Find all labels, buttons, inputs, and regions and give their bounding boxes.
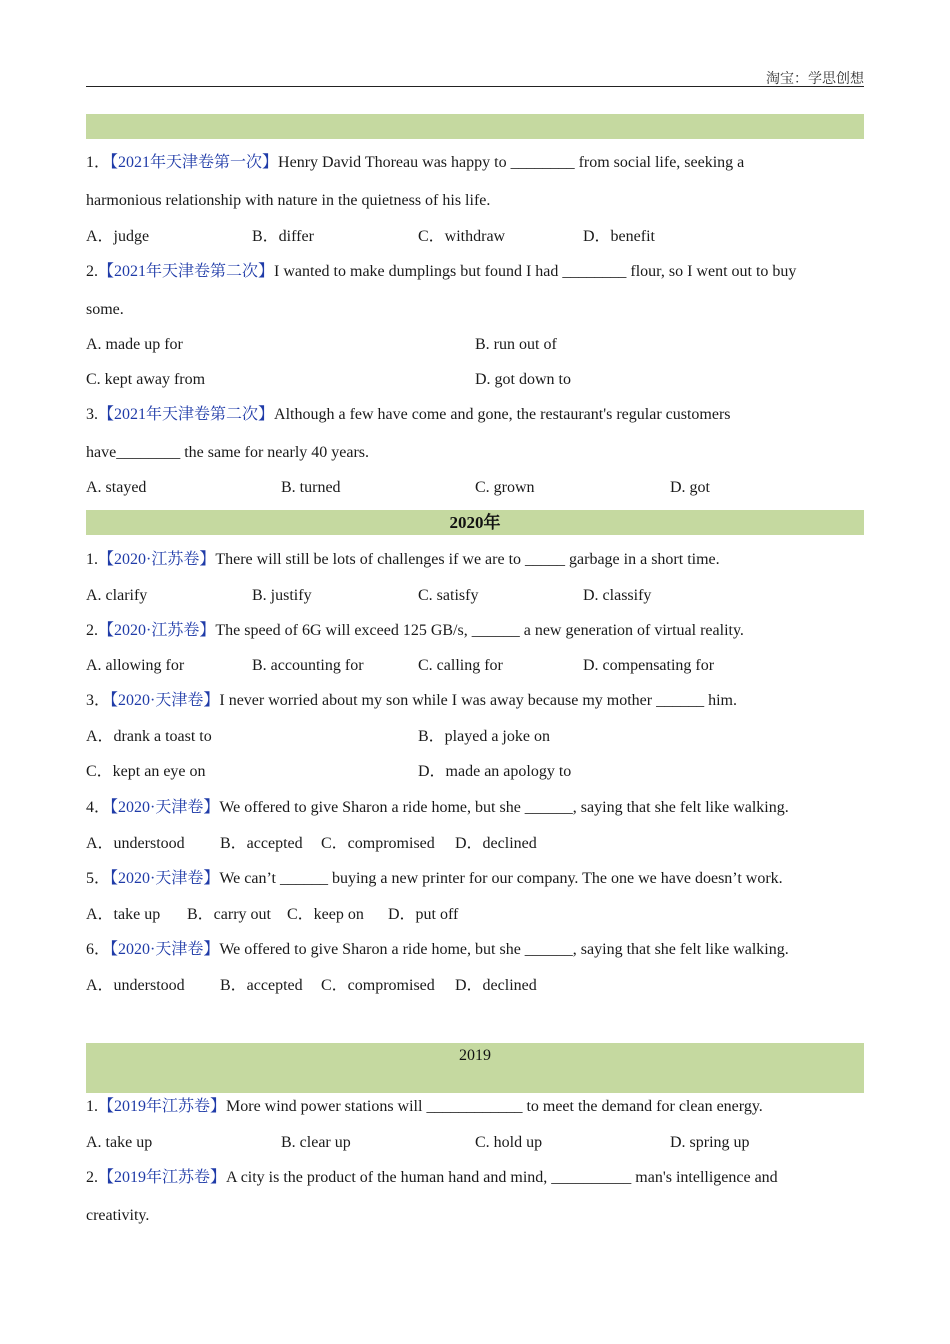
option-b: B．differ — [252, 228, 314, 245]
question-2020-6 — [86, 940, 789, 960]
option-d: D. got — [670, 479, 710, 496]
question-number: 3． — [86, 692, 111, 709]
question-2021-1 — [86, 153, 744, 173]
section-band-2019: 2019 — [86, 1043, 864, 1093]
option-a: A. allowing for — [86, 657, 185, 674]
question-number: 6． — [86, 941, 111, 958]
option-b: B. clear up — [281, 1134, 351, 1151]
option-d: D．made an apology to — [418, 763, 572, 780]
question-2021-2-cont: some. — [86, 301, 124, 318]
question-number: 2. — [86, 1169, 98, 1186]
question-text: A city is the product of the human hand and mind, __________ man's intelligence and — [226, 1169, 778, 1186]
option-c: C. hold up — [475, 1134, 543, 1151]
question-2021-3-cont: have________ the same for nearly 40 years. — [86, 444, 370, 461]
question-2020-5 — [86, 869, 783, 889]
question-source: 【2021年天津卷第一次】 — [110, 154, 279, 171]
section-band-2020: 2020年 — [86, 510, 864, 535]
option-d: D．benefit — [583, 228, 655, 245]
question-2020-2 — [86, 621, 744, 641]
option-b: B. accounting for — [252, 657, 364, 674]
option-c: C. grown — [475, 479, 535, 496]
question-text: Although a few have come and gone, the restaurant's regular customers — [274, 406, 731, 423]
option-d: D. spring up — [670, 1134, 750, 1151]
question-text: I wanted to make dumplings but found I had ________ flour, so I went out to buy — [274, 263, 797, 280]
question-number: 1. — [86, 551, 98, 568]
question-2020-4 — [86, 798, 789, 818]
option-a: A．judge — [86, 228, 150, 245]
question-2019-2 — [86, 1168, 778, 1188]
question-text: There will still be lots of challenges if we are to _____ garbage in a short time. — [215, 551, 720, 568]
question-number: 5． — [86, 870, 111, 887]
section-band-2021 — [86, 114, 864, 139]
option-c: C．kept an eye on — [86, 763, 206, 780]
option-c: C．withdraw — [418, 228, 506, 245]
question-text: We offered to give Sharon a ride home, but she ______, saying that she felt like walking. — [219, 941, 789, 958]
question-text: Henry David Thoreau was happy to ________ from social life, seeking a — [278, 154, 745, 171]
question-text: More wind power stations will ____________ to meet the demand for clean energy. — [226, 1098, 763, 1115]
question-number: 1. — [86, 1098, 98, 1115]
question-number: 4． — [86, 799, 111, 816]
question-text: I never worried about my son while I was away because my mother ______ him. — [219, 692, 737, 709]
question-number: 3. — [86, 406, 98, 423]
question-2019-1 — [86, 1097, 763, 1117]
option-d: D. compensating for — [583, 657, 715, 674]
question-source: 【2019年江苏卷】 — [98, 1169, 227, 1186]
question-number: 2. — [86, 263, 98, 280]
question-text: The speed of 6G will exceed 125 GB/s, ______ a new generation of virtual reality. — [215, 622, 744, 639]
question-2020-3 — [86, 691, 737, 711]
option-d: D．declined — [455, 835, 537, 852]
option-b: B. turned — [281, 479, 341, 496]
question-source: 【2019年江苏卷】 — [98, 1098, 227, 1115]
question-2021-2 — [86, 262, 796, 282]
option-a: A．take up — [86, 906, 161, 923]
question-source: 【2020·天津卷】 — [110, 799, 220, 816]
option-c: C. satisfy — [418, 587, 479, 604]
option-c: C．keep on — [287, 906, 364, 923]
question-text: We can’t ______ buying a new printer for our company. The one we have doesn’t work. — [219, 870, 783, 887]
option-c: C. kept away from — [86, 371, 206, 388]
option-d: D. got down to — [475, 371, 571, 388]
option-a: A. clarify — [86, 587, 148, 604]
question-source: 【2021年天津卷第二次】 — [98, 406, 275, 423]
option-b: B. justify — [252, 587, 312, 604]
question-source: 【2020·江苏卷】 — [98, 622, 216, 639]
question-source: 【2020·天津卷】 — [110, 692, 220, 709]
header-rule — [86, 86, 864, 87]
option-a: A．drank a toast to — [86, 728, 212, 745]
question-2021-3 — [86, 405, 731, 425]
question-source: 【2020·天津卷】 — [110, 941, 220, 958]
question-source: 【2020·天津卷】 — [110, 870, 220, 887]
option-a: A．understood — [86, 977, 185, 994]
option-d: D. classify — [583, 587, 652, 604]
option-b: B．accepted — [220, 835, 303, 852]
question-number: 2. — [86, 622, 98, 639]
option-a: A. made up for — [86, 336, 183, 353]
option-b: B．played a joke on — [418, 728, 550, 745]
question-text: We offered to give Sharon a ride home, but she ______, saying that she felt like walking. — [219, 799, 789, 816]
question-2019-2-cont: creativity. — [86, 1207, 150, 1224]
option-c: C．compromised — [321, 835, 435, 852]
question-source: 【2021年天津卷第二次】 — [98, 263, 275, 280]
page-header: 淘宝：学思创想 — [766, 72, 864, 87]
question-2021-1-cont: harmonious relationship with nature in the quietness of his life. — [86, 192, 491, 209]
option-c: C. calling for — [418, 657, 503, 674]
question-number: 1． — [86, 154, 111, 171]
option-b: B．carry out — [187, 906, 271, 923]
question-source: 【2020·江苏卷】 — [98, 551, 216, 568]
question-2020-1 — [86, 550, 720, 570]
option-c: C．compromised — [321, 977, 435, 994]
option-d: D．declined — [455, 977, 537, 994]
option-a: A．understood — [86, 835, 185, 852]
option-d: D．put off — [388, 906, 459, 923]
option-a: A. take up — [86, 1134, 153, 1151]
option-a: A. stayed — [86, 479, 147, 496]
option-b: B. run out of — [475, 336, 557, 353]
option-b: B．accepted — [220, 977, 303, 994]
